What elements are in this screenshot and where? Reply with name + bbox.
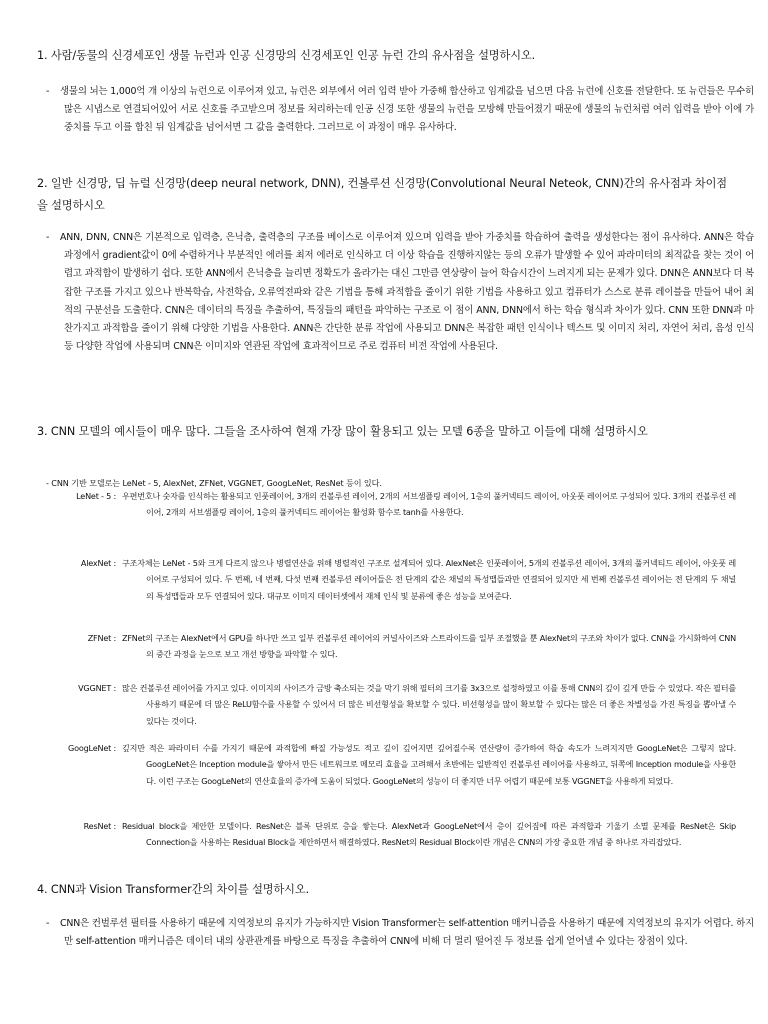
model-vggnet	[40, 680, 736, 729]
model-alexnet	[40, 555, 736, 604]
answer-2-text: ANN, DNN, CNN은 기본적으로 입력층, 은닉층, 출력층의 구조를 베이스로 이루어져 있으며 입력을 받아 가중치를 학습하여 출력을 생성한다는 점이 유사하다. ANN은 학습 과정에서 gradient값이 0에 수렴하거나 부분적인 에러를 최저 에러로 인식하고 더 이상 학습을 진행하지않는 등의 오류가 발생할 수 있어 파라미터의 최적값을 찾는 것이 어렵고 과적합이 발생하기 쉽다. 또한 ANN에서 은닉층을 늘리면 정확도가 올라가는 대신 그만큼 연상량이 늘어 학습시간이 느려지게 되는 문제가 있다. DNN은 ANN보다 더 복잡한 구조를 가지고 있으나 반복학습, 사전학습, 오류역전파와 같은 기법을 통해 과적합을 줄이기 위한 기법을 사용하고 있고 컴퓨터가 스스로 분류 레이블을 만들어 내어 최적의 구분선을 도출한다. CNN은 데이터의 특징을 추출하여, 특징들의 패턴을 파악하는 구조로 이 점이 ANN, DNN에서 하는 학습 형식과 차이가 있다. CNN 또한 DNN과 마찬가지고 과적합을 줄이기 위해 다양한 기법을 사용한다. ANN은 간단한 분류 작업에 사용되고 DNN은 복잡한 패턴 인식이나 텍스트 및 이미지 처리, 자연어 처리, 음성 인식등 다양한 작업에 사용되며 CNN은 이미지와 연관된 작업에 효과적이므로 주로 컴퓨터 비전 작업에 사용된다.	[60, 232, 754, 353]
model-name: GoogLeNet :	[68, 743, 116, 753]
model-name: ZFNet :	[87, 633, 116, 643]
model-description: ZFNet의 구조는 AlexNet에서 GPU를 하나만 쓰고 일부 컨볼루션 레이어의 커널사이즈와 스트라이드를 일부 조절했을 뿐 AlexNet의 구조와 차이가 없다. CNN을 가시화하여 CNN의 중간 과정을 눈으로 보고 개선 방향을 파악할 수 있다.	[122, 633, 736, 660]
answer-1	[46, 83, 754, 138]
question-1: 1. 사람/동물의 신경세포인 생물 뉴런과 인공 신경망의 신경세포인 인공 뉴런 간의 유사점을 설명하시오.	[37, 49, 536, 62]
model-resnet	[40, 818, 736, 851]
model-description: 많은 컨볼루션 레이어를 가지고 있다. 이미지의 사이즈가 금방 축소되는 것을 막기 위해 필터의 크기를 3x3으로 설정하였고 이를 통해 CNN의 깊이 깊게 만들 수 있었다. 작은 필터를 사용하기 때문에 더 많은 ReLU함수를 사용할 수 있어서 더 많은 비선형성을 확보할 수 있다. 비선형성을 많이 확보할 수 있다는 많은 더 좋은 차별성을 가진 특징을 뽑아낼 수 있다는 것이다.	[122, 683, 736, 726]
bullet-dash: -	[46, 478, 52, 488]
model-description: 구조자체는 LeNet - 5와 크게 다르지 않으나 병렬연산을 위해 병렬적인 구조로 설계되어 있다. AlexNet은 인풋레이어, 5개의 컨볼루션 레이어, 3개의 풀커넥티드 레이어, 아웃풋 레이어로 구성되어 있다. 두 번째, 네 번째, 다섯 번째 컨볼루션 레이어들은 전 단계의 같은 채널의 특성맵들과만 연결되어 있지만 세 번째 컨볼루션 레이어는 전 단계의 두 채널의 특성맵들과 모두 연결되어 있다. 대규모 이미지 데이터셋에서 재체 인식 및 분류에 좋은 성능을 보여준다.	[122, 558, 736, 601]
model-name: LeNet - 5 :	[76, 491, 116, 501]
answer-4-text: CNN은 컨벌루션 필터를 사용하기 때문에 지역정보의 유지가 가능하지만 Vision Transformer는 self-attention 매커니즘을 사용하기 때문에 지역정보의 유지가 어렵다. 하지만 self-attention 매커니즘은 데이터 내의 상관관계를 바탕으로 특징을 추출하여 CNN에 비해 더 멀리 떨어진 두 정보를 쉽게 얻어낼 수 있다는 장점이 있다.	[60, 918, 754, 948]
question-2: 2. 일반 신경망, 딥 뉴럴 신경망(deep neural network, DNN), 컨볼루션 신경망(Convolutional Neural Neteok, CNN)간의 유사점과 차이점을 설명하시오	[37, 177, 727, 212]
answer-2	[46, 229, 754, 356]
bullet-dash: -	[46, 86, 50, 97]
model-name: ResNet :	[83, 821, 116, 831]
answer-4	[46, 915, 754, 951]
bullet-dash: -	[46, 232, 50, 243]
bullet-dash: -	[46, 918, 50, 929]
model-lenet	[40, 488, 736, 521]
model-description: 깊지만 적은 파라미터 수를 가지기 때문에 과적합에 빠질 가능성도 적고 깊이 깊어지면 깊어질수록 연산량이 증가하여 학습 속도가 느려지지만 GoogLeNet은 그렇지 않다. GoogLeNet은 Inception module을 쌓아서 만든 네트워크로 메모리 효율을 고려해서 초반에는 일반적인 컨볼루션 레이어를 사용하고, 뒤쪽에 Inception module을 사용한다. 이런 구조는 GoogLeNet의 연산효율의 증가에 도움이 되었다. GoogLeNet의 성능이 더 좋지만 너무 어렵기 때문에 보통 VGGNET을 사용하게 되었다.	[122, 743, 736, 786]
model-googlenet	[40, 740, 736, 789]
model-description: Residual block을 제안한 모델이다. ResNet은 블록 단위로 층을 쌓는다. AlexNet과 GoogLeNet에서 층이 깊어짐에 따른 과적합과 기울기 소멸 문제를 ResNet은 Skip Connection을 사용하는 Residual Block을 제안하면서 해결하였다. ResNet의 Residual Block이란 개념은 CNN의 가장 중요한 개념 중 하나로 자리잡았다.	[122, 821, 736, 848]
model-zfnet	[40, 630, 736, 663]
model-name: VGGNET :	[78, 683, 116, 693]
answer-1-text: 생물의 뇌는 1,000억 개 이상의 뉴런으로 이루어져 있고, 뉴런은 외부에서 여러 입력 받아 가중해 합산하고 임계값을 넘으면 다음 뉴런에 신호를 전달한다. 또 뉴런들은 무수히 많은 시냅스로 연결되어있어 서로 신호를 주고받으며 정보를 처리하는데 인공 신경 또한 생물의 뉴런을 모방해 만들어졌기 때문에 생물의 뉴런처럼 여러 입력을 받아 이에 가중치를 두고 이를 합친 뒤 임계값을 넘어서면 그 값을 출력한다. 그러므로 이 과정이 매우 유사하다.	[60, 86, 754, 134]
question-3: 3. CNN 모델의 예시들이 매우 많다. 그들을 조사하여 현재 가장 많이 활용되고 있는 모델 6종을 말하고 이들에 대해 설명하시오	[37, 425, 648, 438]
model-description: 우편번호나 숫자를 인식하는 활용되고 인풋레이어, 3개의 컨볼루션 레이어, 2개의 서브샘플링 레이어, 1층의 풀커넥티드 레이어, 아웃풋 레이어로 구성되어 있다. 3개의 컨볼루션 레이어, 2개의 서브샘플링 레이어, 1층의 풀커넥티드 레이어는 활성화 함수로 tanh를 사용한다.	[122, 491, 736, 518]
cnn-models-intro-text: CNN 기반 모델로는 LeNet - 5, AlexNet, ZFNet, VGGNET, GoogLeNet, ResNet 등이 있다.	[51, 478, 382, 488]
question-4: 4. CNN과 Vision Transformer간의 차이를 설명하시오.	[37, 883, 310, 896]
model-name: AlexNet :	[80, 558, 116, 568]
